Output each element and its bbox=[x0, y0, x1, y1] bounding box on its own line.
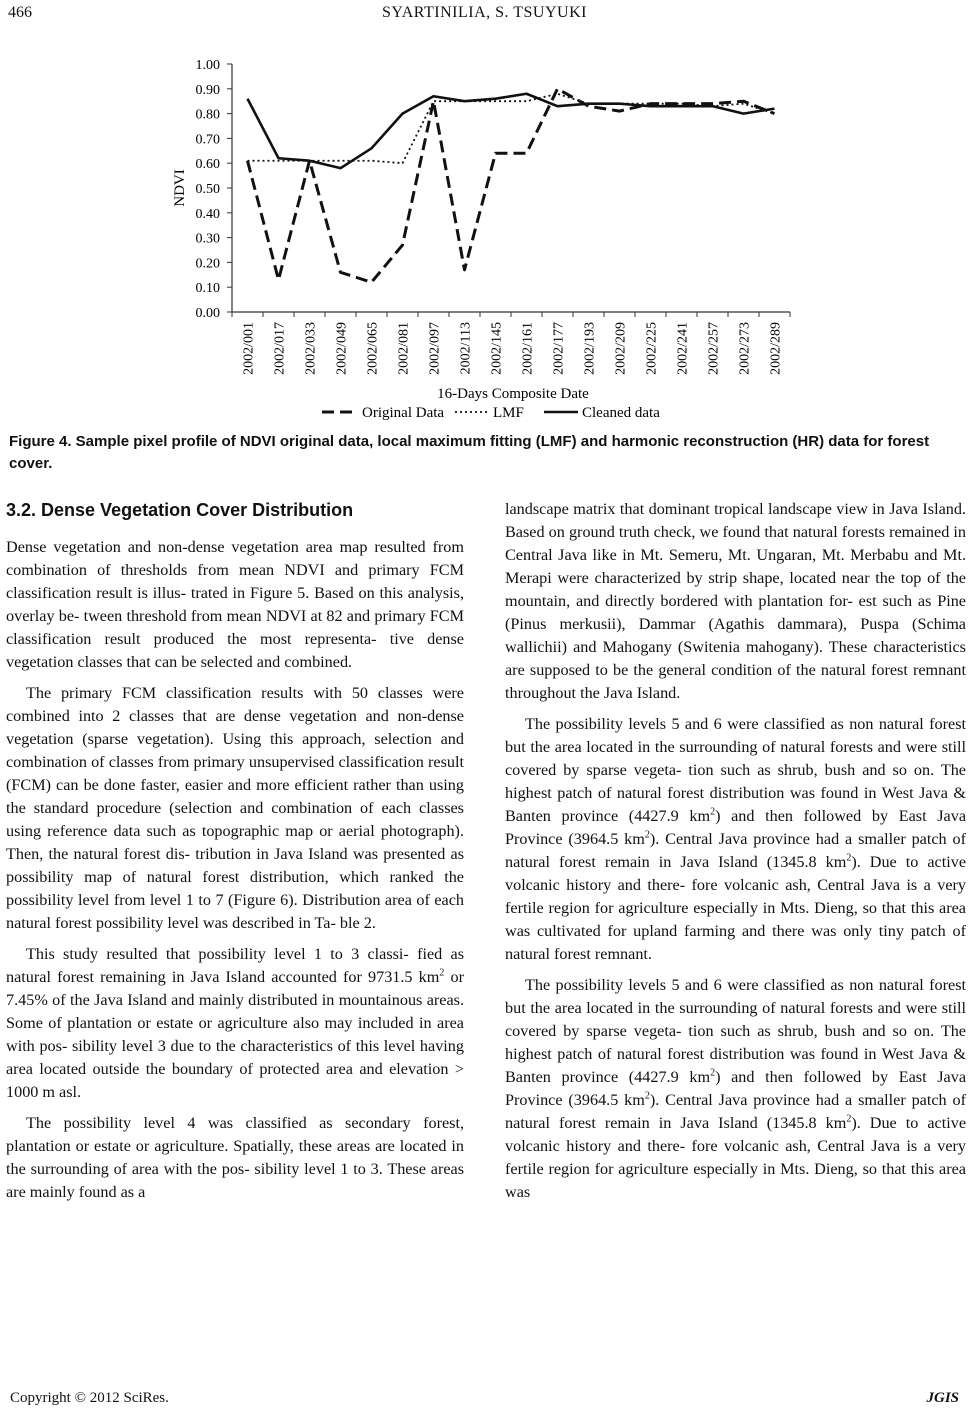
y-tick-label: 0.10 bbox=[195, 281, 220, 297]
y-tick-label: 0.00 bbox=[195, 306, 220, 321]
legend-label: Original Data bbox=[362, 405, 445, 421]
x-tick-label: 2002/225 bbox=[644, 322, 660, 375]
y-tick-label: 0.60 bbox=[195, 157, 220, 173]
running-title: SYARTINILIA, S. TSUYUKI bbox=[382, 4, 587, 21]
y-tick-label: 0.90 bbox=[195, 82, 220, 98]
x-tick-label: 2002/033 bbox=[303, 322, 319, 375]
x-tick-label: 2002/145 bbox=[489, 322, 505, 375]
legend-label: LMF bbox=[493, 405, 524, 421]
x-tick-label: 2002/081 bbox=[396, 322, 412, 375]
x-tick-label: 2002/289 bbox=[768, 322, 784, 375]
x-tick-label: 2002/113 bbox=[458, 322, 474, 375]
y-tick-label: 0.30 bbox=[195, 231, 220, 247]
section-title: 3.2. Dense Vegetation Cover Distribution bbox=[6, 500, 354, 520]
y-tick-label: 0.40 bbox=[195, 206, 220, 222]
x-tick-label: 2002/177 bbox=[551, 322, 567, 375]
ndvi-line-chart bbox=[0, 0, 969, 430]
page-number: 466 bbox=[8, 4, 32, 21]
x-tick-label: 2002/257 bbox=[706, 322, 722, 375]
y-tick-label: 1.00 bbox=[195, 58, 220, 73]
paragraph: Dense vegetation and non-dense vegetation area map resulted from combination of thresholds from mean NDVI and primary FCM classification result is illus- trated in Figure 5. Based on this analysis, overlay be- tween threshold from mean NDVI at 82 and primary FCM classification result produced the most representa- tive dense vegetation classes that can be selected and combined. bbox=[6, 538, 464, 671]
x-tick-label: 2002/193 bbox=[582, 322, 598, 375]
series-line bbox=[248, 94, 775, 168]
y-tick-label: 0.50 bbox=[195, 182, 220, 197]
right-column bbox=[505, 498, 966, 1212]
x-tick-label: 2002/273 bbox=[737, 322, 753, 375]
series-line bbox=[248, 89, 775, 282]
x-tick-label: 2002/049 bbox=[334, 322, 350, 375]
left-column bbox=[6, 498, 464, 1212]
paragraph: The possibility levels 5 and 6 were classified as non natural forest but the area located in the surrounding of natural forests and were still covered by sparse vegeta- tion such as shrub, bush and so on. The highest patch of natural forest distribution was found in West Java & Banten province (4427.9 $km^2$) and then followed by East Java Province (3964.5 $km^2$). Central Java province had a smaller patch of natural forest remain in Java Island (1345.8 $km^2$). Due to active volcanic history and there- fore volcanic ash, Central Java is a very fertile region for agriculture especially in Mts. Dieng, so that this area was bbox=[505, 976, 967, 1201]
copyright: Copyright © 2012 SciRes. bbox=[10, 1390, 169, 1406]
x-tick-label: 2002/209 bbox=[613, 322, 629, 375]
page-footer bbox=[10, 1390, 959, 1410]
x-tick-label: 2002/065 bbox=[365, 322, 381, 375]
legend-label: Cleaned data bbox=[582, 405, 660, 421]
paragraph: landscape matrix that dominant tropical landscape view in Java Island. Based on ground truth check, we found that natural forests remained in Central Java like in Mt. Semeru, Mt. Ungaran, Mt. Merbabu and Mt. Merapi were characterized by strip shape, located near the top of the mountain, and directly bordered with plantation for- est such as Pine (Pinus merkusii), Dammar (Agathis dammara), Puspa (Schima wallichii) and Mahogany (Switenia mahogany). These characteristics are supposed to be the general condition of the natural forest remnant throughout the Java Island. bbox=[505, 500, 966, 702]
series-line bbox=[248, 94, 775, 163]
y-tick-label: 0.70 bbox=[195, 132, 220, 148]
x-tick-label: 2002/097 bbox=[427, 322, 443, 375]
y-tick-label: 0.80 bbox=[195, 107, 220, 123]
paragraph: The possibility levels 5 and 6 were classified as non natural forest but the area located in the surrounding of natural forests and were still covered by sparse vegeta- tion such as shrub, bush and so on. The highest patch of natural forest distribution was found in West Java & Banten province (4427.9 $km^2$) and then followed by East Java Province (3964.5 $km^2$). Central Java province had a smaller patch of natural forest remain in Java Island (1345.8 $km^2$). Due to active volcanic history and there- fore volcanic ash, Central Java is a very fertile region for agriculture especially in Mts. Dieng, so that this area was cultivated for upland farming and there was only tiny patch of natural forest remnant. bbox=[505, 715, 967, 963]
x-tick-label: 2002/017 bbox=[272, 322, 288, 375]
x-tick-label: 2002/001 bbox=[241, 322, 257, 375]
y-tick-label: 0.20 bbox=[195, 256, 220, 272]
paragraph: The primary FCM classification results with 50 classes were combined into 2 classes that are dense vegetation and non-dense vegetation (sparse vegetation). Using this approach, selection and combination of classes from primary unsupervised classification result (FCM) can be done faster, easier and more efficient rather than using the standard procedure (selection and combination of each classes using reference data such as topographic map or aerial photograph). Then, the natural forest dis- tribution in Java Island was presented as possibility map of natural forest distribution, which ranked the possibility level from level 1 to 7 (Figure 6). Distribution area of each natural forest possibility level was described in Ta- ble 2. bbox=[6, 684, 464, 932]
x-tick-label: 2002/241 bbox=[675, 322, 691, 375]
y-axis-label: NDVI bbox=[172, 169, 188, 207]
journal-name: JGIS bbox=[926, 1390, 959, 1406]
figure-caption: Figure 4. Sample pixel profile of NDVI original data, local maximum fitting (LMF) and harmonic reconstruction (HR) data for forest cover. bbox=[9, 433, 930, 472]
x-tick-label: 2002/161 bbox=[520, 322, 536, 375]
paragraph: The possibility level 4 was classified as secondary forest, plantation or estate or agriculture. Spatially, these areas are located in the surrounding of area with the pos- sibility level 1 to 3. These areas are mainly found as a bbox=[6, 1114, 464, 1201]
paragraph: This study resulted that possibility level 1 to 3 classi- fied as natural forest remaining in Java Island accounted for 9731.5 $km^2$ or 7.45% of the Java Island and mainly distributed in mountainous areas. Some of plantation or estate or agriculture also may included in area with pos- sibility level 3 due to the characteristics of this level having area located outside the boundary of protected area and elevation > 1000 m asl. bbox=[6, 945, 465, 1101]
x-axis-label: 16-Days Composite Date bbox=[437, 386, 589, 402]
